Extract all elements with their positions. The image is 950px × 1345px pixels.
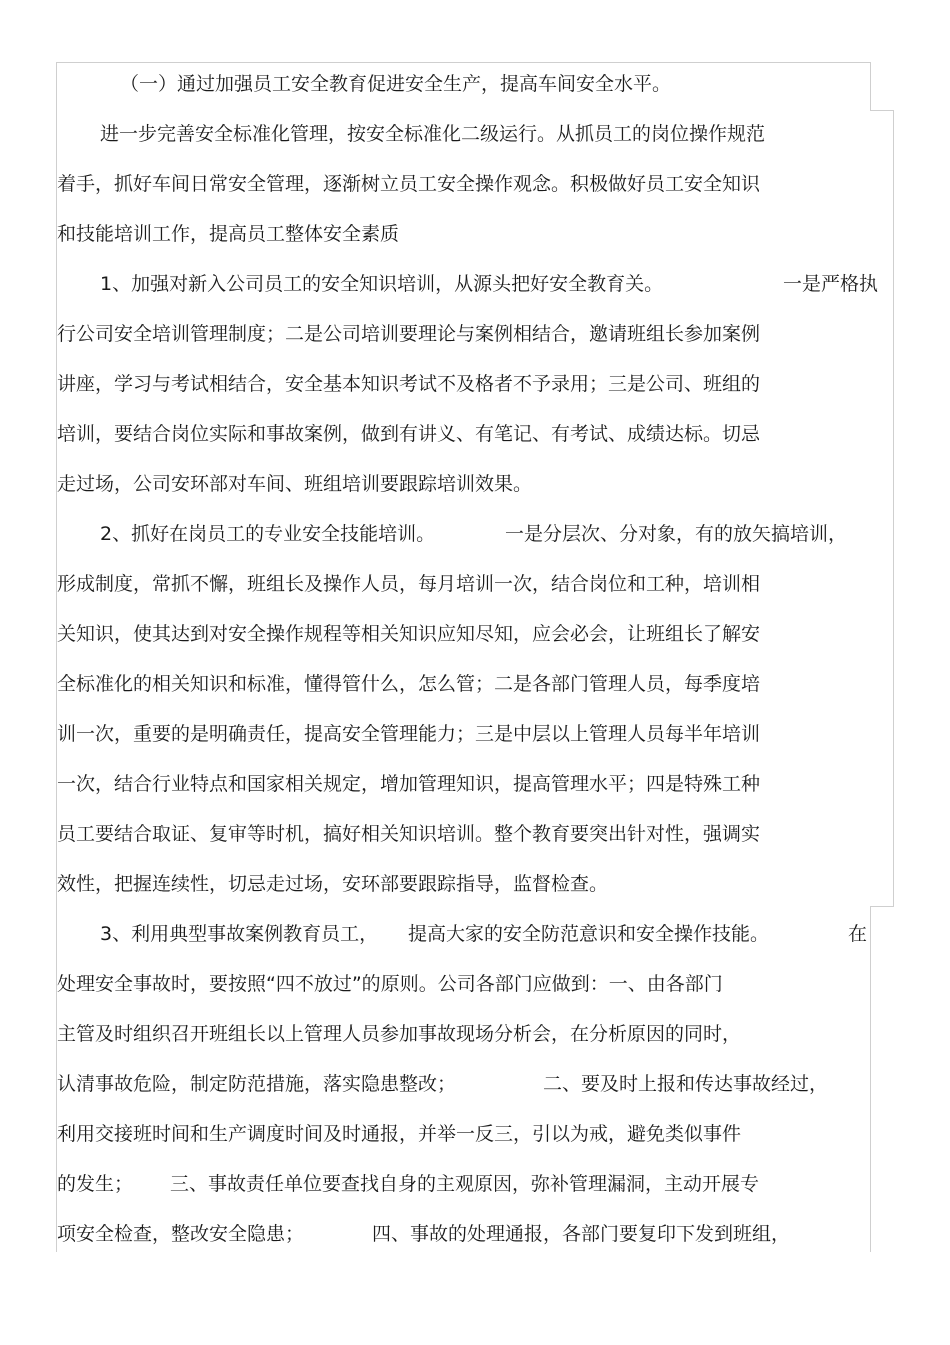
item-3-heading: 3、利用典型事故案例教育员工， <box>100 923 379 945</box>
frame-right-line-upper <box>870 62 871 110</box>
frame-right-notch-1 <box>870 110 894 111</box>
item-1-heading: 1、加强对新入公司员工的安全知识培训，从源头把好安全教育关。 <box>100 273 664 295</box>
section-heading: （一）通过加强员工安全教育促进安全生产，提高车间安全水平。 <box>120 73 672 95</box>
item-3-heading-middle: 提高大家的安全防范意识和安全操作技能。 <box>408 923 770 945</box>
body-line: 训一次，重要的是明确责任，提高安全管理能力；三是中层以上管理人员每半年培训 <box>57 723 761 745</box>
body-line: 项安全检查，整改安全隐患； <box>57 1223 305 1245</box>
body-line: 主管及时组织召开班组长以上管理人员参加事故现场分析会，在分析原因的同时， <box>57 1023 742 1045</box>
body-line: 行公司安全培训管理制度；二是公司培训要理论与案例相结合，邀请班组长参加案例 <box>57 323 761 345</box>
item-3-heading-tail: 在 <box>848 923 868 945</box>
frame-right-line-mid <box>893 110 894 906</box>
body-line-segment: 四、事故的处理通报，各部门要复印下发到班组， <box>372 1223 791 1245</box>
body-line: 走过场，公司安环部对车间、班组培训要跟踪培训效果。 <box>57 473 533 495</box>
body-line: 的发生； <box>57 1173 134 1195</box>
body-line: 处理安全事故时，要按照“四不放过”的原则。公司各部门应做到：一、由各部门 <box>57 973 723 995</box>
item-2-heading: 2、抓好在岗员工的专业安全技能培训。 <box>100 523 436 545</box>
frame-right-line-lower <box>870 906 871 1252</box>
body-line: 进一步完善安全标准化管理，按安全标准化二级运行。从抓员工的岗位操作规范 <box>100 123 766 145</box>
item-2-heading-tail: 一是分层次、分对象，有的放矢搞培训， <box>505 523 848 545</box>
body-line: 认清事故危险，制定防范措施，落实隐患整改； <box>57 1073 457 1095</box>
body-line-segment: 三、事故责任单位要查找自身的主观原因，弥补管理漏洞，主动开展专 <box>170 1173 760 1195</box>
body-line: 培训，要结合岗位实际和事故案例，做到有讲义、有笔记、有考试、成绩达标。切忌 <box>57 423 761 445</box>
body-line: 效性，把握连续性，切忌走过场，安环部要跟踪指导，监督检查。 <box>57 873 609 895</box>
body-line: 员工要结合取证、复审等时机，搞好相关知识培训。整个教育要突出针对性，强调实 <box>57 823 761 845</box>
body-line-segment: 二、要及时上报和传达事故经过， <box>543 1073 829 1095</box>
frame-right-notch-2 <box>870 906 894 907</box>
body-line: 一次，结合行业特点和国家相关规定，增加管理知识，提高管理水平；四是特殊工种 <box>57 773 761 795</box>
frame-top-line <box>56 62 871 63</box>
body-line: 讲座，学习与考试相结合，安全基本知识考试不及格者不予录用；三是公司、班组的 <box>57 373 761 395</box>
body-line: 形成制度，常抓不懈，班组长及操作人员，每月培训一次，结合岗位和工种，培训相 <box>57 573 761 595</box>
body-line: 利用交接班时间和生产调度时间及时通报，并举一反三，引以为戒，避免类似事件 <box>57 1123 742 1145</box>
body-line: 全标准化的相关知识和标准，懂得管什么，怎么管；二是各部门管理人员，每季度培 <box>57 673 761 695</box>
body-line: 着手，抓好车间日常安全管理，逐渐树立员工安全操作观念。积极做好员工安全知识 <box>57 173 761 195</box>
body-line: 和技能培训工作，提高员工整体安全素质 <box>57 223 400 245</box>
item-1-heading-tail: 一是严格执 <box>783 273 879 295</box>
body-line: 关知识，使其达到对安全操作规程等相关知识应知尽知，应会必会，让班组长了解安 <box>57 623 761 645</box>
